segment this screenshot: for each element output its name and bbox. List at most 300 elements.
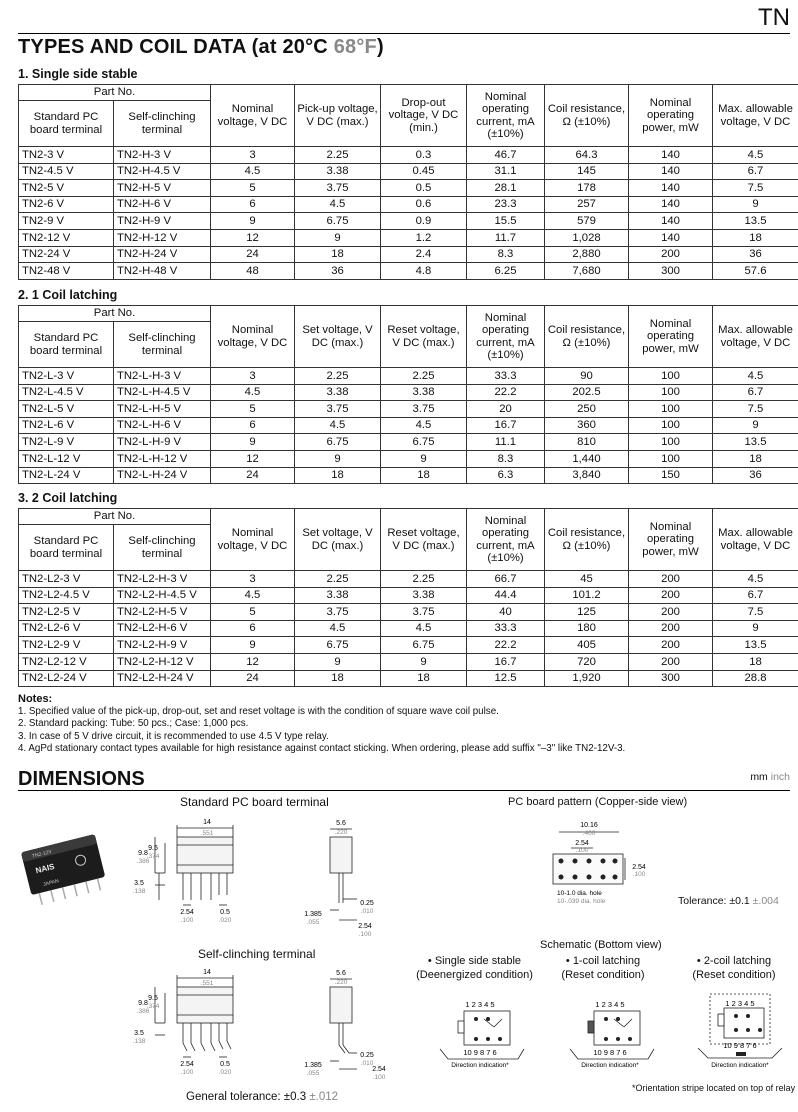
- svg-text:.138: .138: [132, 1038, 146, 1045]
- table-cell: 9: [381, 450, 467, 467]
- unit-label: mm inch: [750, 771, 790, 783]
- table-cell: 40: [467, 604, 545, 621]
- table-cell: 3: [211, 368, 295, 385]
- svg-text:9.8: 9.8: [138, 1000, 148, 1007]
- table-cell: 9: [211, 213, 295, 230]
- table-cell: 145: [545, 163, 629, 180]
- table-cell: 150: [629, 467, 713, 484]
- table-cell: 9: [713, 620, 798, 637]
- note-item: 2. Standard packing: Tube: 50 pcs.; Case: 1,000 pcs.: [18, 718, 249, 730]
- table-cell: TN2-3 V: [19, 147, 114, 164]
- table-row: [19, 653, 798, 670]
- relay-model-text: TN2-12V: [31, 849, 53, 860]
- column-header: Nominal operating power, mW: [629, 306, 713, 368]
- table-cell: 11.1: [467, 434, 545, 451]
- svg-text:5.6: 5.6: [336, 970, 346, 977]
- table-cell: 6.25: [467, 263, 545, 280]
- svg-text:2.54: 2.54: [632, 864, 646, 871]
- table-cell: 2,880: [545, 246, 629, 263]
- table-cell: 4.5: [381, 620, 467, 637]
- schematic-single-side: [430, 997, 530, 1073]
- table-cell: 11.7: [467, 229, 545, 246]
- table-cell: 22.2: [467, 637, 545, 654]
- svg-text:.020: .020: [218, 1069, 232, 1076]
- table-cell: 405: [545, 637, 629, 654]
- table-row: [19, 263, 798, 280]
- svg-text:.220: .220: [334, 829, 348, 836]
- table-cell: 4.5: [211, 384, 295, 401]
- table-cell: 3.75: [381, 604, 467, 621]
- svg-text:2.54: 2.54: [180, 909, 194, 916]
- svg-text:0.25: 0.25: [360, 900, 374, 907]
- table-cell: 1.2: [381, 229, 467, 246]
- table-cell: 24: [211, 467, 295, 484]
- schematic-type-condition: (Reset condition): [692, 969, 776, 981]
- table-cell: 9: [713, 417, 798, 434]
- column-header: Standard PC board terminal: [19, 322, 114, 368]
- table-cell: 33.3: [467, 368, 545, 385]
- table-cell: 7.5: [713, 401, 798, 418]
- table-cell: TN2-H-9 V: [114, 213, 211, 230]
- schematic-type-name: • 2-coil latching: [696, 955, 772, 967]
- table-cell: TN2-H-5 V: [114, 180, 211, 197]
- table-cell: 257: [545, 196, 629, 213]
- column-header: Reset voltage, V DC (max.): [381, 509, 467, 571]
- svg-text:1.385: 1.385: [304, 1062, 322, 1069]
- column-header: Nominal operating current, mA (±10%): [467, 306, 545, 368]
- table-cell: 5: [211, 604, 295, 621]
- dimensions-title: DIMENSIONS: [18, 768, 145, 790]
- table-cell: 140: [629, 180, 713, 197]
- svg-text:0.5: 0.5: [220, 1061, 230, 1068]
- table-cell: 5: [211, 401, 295, 418]
- column-header: Nominal operating current, mA (±10%): [467, 509, 545, 571]
- svg-text:10 9 8 7 6: 10 9 8 7 6: [723, 1041, 757, 1050]
- table-cell: 36: [713, 246, 798, 263]
- svg-text:.374: .374: [146, 1003, 160, 1010]
- table-cell: 101.2: [545, 587, 629, 604]
- table-cell: TN2-L2-3 V: [19, 571, 114, 588]
- table-cell: TN2-L-H-4.5 V: [114, 384, 211, 401]
- table-cell: 28.1: [467, 180, 545, 197]
- table-cell: 140: [629, 229, 713, 246]
- dimensions-rule: [18, 790, 790, 791]
- table-cell: 4.5: [381, 417, 467, 434]
- svg-text:.100: .100: [575, 847, 589, 854]
- table-cell: 3,840: [545, 467, 629, 484]
- svg-text:.374: .374: [146, 853, 160, 860]
- table-cell: TN2-H-3 V: [114, 147, 211, 164]
- svg-text:.100: .100: [358, 931, 372, 938]
- table-cell: 1,920: [545, 670, 629, 687]
- table-cell: 100: [629, 401, 713, 418]
- table-cell: 3.75: [295, 180, 381, 197]
- table-cell: 6.7: [713, 384, 798, 401]
- table-cell: 2.25: [381, 571, 467, 588]
- table-cell: 178: [545, 180, 629, 197]
- table-cell: 140: [629, 163, 713, 180]
- table-cell: TN2-L2-4.5 V: [19, 587, 114, 604]
- table-cell: TN2-L-H-12 V: [114, 450, 211, 467]
- table-cell: 200: [629, 620, 713, 637]
- general-tolerance: General tolerance: ±0.3 ±.012: [186, 1091, 339, 1103]
- table-cell: 16.7: [467, 653, 545, 670]
- table-cell: 46.7: [467, 147, 545, 164]
- table-cell: TN2-9 V: [19, 213, 114, 230]
- table-row: [19, 637, 798, 654]
- table-cell: 13.5: [713, 213, 798, 230]
- table-cell: TN2-H-6 V: [114, 196, 211, 213]
- table-cell: 18: [295, 246, 381, 263]
- svg-text:.055: .055: [306, 919, 320, 926]
- table-cell: 3.75: [295, 604, 381, 621]
- table-cell: 125: [545, 604, 629, 621]
- part-no-header: Part No.: [19, 85, 211, 101]
- table-cell: 3.38: [381, 587, 467, 604]
- standard-terminal-label: Standard PC board terminal: [180, 795, 329, 809]
- table-cell: 2.25: [295, 368, 381, 385]
- svg-text:1 2 3 4 5: 1 2 3 4 5: [725, 999, 755, 1008]
- table-row: [19, 604, 798, 621]
- table-cell: TN2-L2-H-4.5 V: [114, 587, 211, 604]
- table-cell: 2.4: [381, 246, 467, 263]
- table-cell: 100: [629, 417, 713, 434]
- svg-text:2.54: 2.54: [180, 1061, 194, 1068]
- svg-text:.551: .551: [200, 980, 214, 987]
- table-cell: 18: [295, 467, 381, 484]
- table-cell: 300: [629, 263, 713, 280]
- part-no-header: Part No.: [19, 509, 211, 525]
- standard-front-view: [125, 815, 255, 930]
- svg-text:2.54: 2.54: [372, 1066, 386, 1073]
- column-header: Nominal operating power, mW: [629, 509, 713, 571]
- table-cell: 4.5: [295, 417, 381, 434]
- table-cell: 6.7: [713, 587, 798, 604]
- svg-text:.100: .100: [180, 1069, 194, 1076]
- svg-text:.100: .100: [180, 917, 194, 924]
- table-cell: TN2-4.5 V: [19, 163, 114, 180]
- table-cell: 9: [295, 229, 381, 246]
- table-cell: 28.8: [713, 670, 798, 687]
- schematic-footnote: *Orientation stripe located on top of relay: [632, 1083, 796, 1093]
- svg-text:.010: .010: [360, 908, 374, 915]
- table-row: [19, 450, 798, 467]
- table-cell: 6.75: [381, 434, 467, 451]
- column-header: Set voltage, V DC (max.): [295, 509, 381, 571]
- table-cell: TN2-H-48 V: [114, 263, 211, 280]
- table-cell: 9: [211, 637, 295, 654]
- svg-text:.020: .020: [218, 917, 232, 924]
- table-cell: 9: [211, 434, 295, 451]
- column-header: Nominal voltage, V DC: [211, 509, 295, 571]
- table-cell: 250: [545, 401, 629, 418]
- pattern-tolerance: Tolerance: ±0.1 ±.004: [678, 895, 779, 907]
- table-row: [19, 401, 798, 418]
- svg-text:3.5: 3.5: [134, 880, 144, 887]
- table-cell: 44.4: [467, 587, 545, 604]
- table-cell: 8.3: [467, 246, 545, 263]
- table-cell: TN2-L2-H-3 V: [114, 571, 211, 588]
- table-cell: 7,680: [545, 263, 629, 280]
- table-cell: 6: [211, 417, 295, 434]
- coil-table-1coil: [18, 305, 798, 484]
- table-cell: 180: [545, 620, 629, 637]
- relay-origin-text: JAPAN: [42, 878, 60, 888]
- table-row: [19, 467, 798, 484]
- svg-text:.100: .100: [372, 1074, 386, 1081]
- table-cell: 3.75: [381, 401, 467, 418]
- table-cell: 12.5: [467, 670, 545, 687]
- table-cell: 100: [629, 450, 713, 467]
- relay-photo: [20, 828, 112, 908]
- table-cell: 4.5: [295, 620, 381, 637]
- table-cell: 36: [295, 263, 381, 280]
- table-cell: 18: [381, 467, 467, 484]
- table-cell: TN2-L-H-9 V: [114, 434, 211, 451]
- table-cell: 4.5: [713, 147, 798, 164]
- svg-text:9.8: 9.8: [138, 850, 148, 857]
- table-row: [19, 147, 798, 164]
- table-cell: 2.25: [295, 147, 381, 164]
- part-no-header: Part No.: [19, 306, 211, 322]
- table-cell: 6.75: [295, 213, 381, 230]
- section-heading: 3. 2 Coil latching: [18, 491, 118, 505]
- note-item: 4. AgPd stationary contact types available for high resistance against contact sticking. When ordering, please add suffix "–3" like TN2-12V-3.: [18, 742, 626, 754]
- table-cell: 9: [295, 450, 381, 467]
- table-cell: 6.7: [713, 163, 798, 180]
- table-cell: 4.5: [211, 163, 295, 180]
- table-cell: TN2-L2-H-24 V: [114, 670, 211, 687]
- schematic-type-name: • Single side stable: [427, 955, 522, 967]
- section-heading: 1. Single side stable: [18, 67, 138, 81]
- svg-text:2.54: 2.54: [358, 923, 372, 930]
- svg-text:Direction indication*: Direction indication*: [581, 1062, 639, 1069]
- schematic-1-coil-latching: [560, 997, 660, 1073]
- schematic-2-coil-latching: [690, 990, 790, 1073]
- svg-text:10 9 8 7 6: 10 9 8 7 6: [463, 1048, 497, 1057]
- table-cell: 90: [545, 368, 629, 385]
- table-cell: 23.3: [467, 196, 545, 213]
- table-cell: 4.8: [381, 263, 467, 280]
- self-clinching-side-view: [295, 965, 405, 1085]
- svg-text:0.5: 0.5: [220, 909, 230, 916]
- table-cell: 6.75: [381, 637, 467, 654]
- table-cell: 7.5: [713, 604, 798, 621]
- svg-text:14: 14: [203, 819, 211, 826]
- svg-text:1 2 3 4 5: 1 2 3 4 5: [465, 1000, 495, 1009]
- table-cell: 6.75: [295, 434, 381, 451]
- table-cell: 1,028: [545, 229, 629, 246]
- table-cell: 45: [545, 571, 629, 588]
- table-row: [19, 196, 798, 213]
- table-cell: 18: [713, 229, 798, 246]
- table-cell: TN2-H-4.5 V: [114, 163, 211, 180]
- schematic-title: Schematic (Bottom view): [540, 939, 662, 951]
- table-cell: 0.9: [381, 213, 467, 230]
- table-cell: 24: [211, 670, 295, 687]
- table-cell: 33.3: [467, 620, 545, 637]
- table-cell: 720: [545, 653, 629, 670]
- table-cell: 18: [381, 670, 467, 687]
- table-cell: 100: [629, 368, 713, 385]
- table-cell: 200: [629, 587, 713, 604]
- table-cell: 12: [211, 229, 295, 246]
- pc-board-pattern: [545, 818, 655, 910]
- table-cell: 16.7: [467, 417, 545, 434]
- table-cell: TN2-L-24 V: [19, 467, 114, 484]
- table-row: [19, 670, 798, 687]
- table-cell: 48: [211, 263, 295, 280]
- page-title: TYPES AND COIL DATA (at 20°C 68°F): [18, 36, 384, 58]
- table-cell: 4.5: [713, 368, 798, 385]
- table-cell: TN2-12 V: [19, 229, 114, 246]
- schematic-type-condition: (Reset condition): [561, 969, 645, 981]
- column-header: Max. allowable voltage, V DC: [713, 306, 798, 368]
- svg-text:5.6: 5.6: [336, 820, 346, 827]
- column-header: Nominal operating current, mA (±10%): [467, 85, 545, 147]
- svg-text:.100: .100: [632, 871, 646, 878]
- table-cell: TN2-5 V: [19, 180, 114, 197]
- table-cell: 140: [629, 196, 713, 213]
- table-cell: 3.38: [295, 163, 381, 180]
- table-cell: 3: [211, 571, 295, 588]
- self-clinching-label: Self-clinching terminal: [198, 947, 316, 961]
- column-header: Reset voltage, V DC (max.): [381, 306, 467, 368]
- table-cell: TN2-L2-6 V: [19, 620, 114, 637]
- table-cell: TN2-L-9 V: [19, 434, 114, 451]
- column-header: Self-clinching terminal: [114, 322, 211, 368]
- table-cell: 18: [713, 653, 798, 670]
- table-cell: TN2-L-H-3 V: [114, 368, 211, 385]
- table-cell: 0.3: [381, 147, 467, 164]
- table-cell: TN2-48 V: [19, 263, 114, 280]
- svg-text:9.5: 9.5: [148, 845, 158, 852]
- column-header: Coil resistance, Ω (±10%): [545, 306, 629, 368]
- column-header: Standard PC board terminal: [19, 101, 114, 147]
- svg-text:.010: .010: [360, 1060, 374, 1067]
- table-row: [19, 434, 798, 451]
- table-cell: 579: [545, 213, 629, 230]
- table-cell: 12: [211, 450, 295, 467]
- table-cell: 7.5: [713, 180, 798, 197]
- table-cell: 6: [211, 196, 295, 213]
- column-header: Standard PC board terminal: [19, 525, 114, 571]
- table-cell: 8.3: [467, 450, 545, 467]
- table-cell: 140: [629, 213, 713, 230]
- table-cell: 6.3: [467, 467, 545, 484]
- table-cell: 3.38: [295, 587, 381, 604]
- table-cell: TN2-H-12 V: [114, 229, 211, 246]
- table-cell: 2.25: [381, 368, 467, 385]
- table-cell: TN2-L2-9 V: [19, 637, 114, 654]
- table-cell: TN2-L-5 V: [19, 401, 114, 418]
- svg-text:Direction indication*: Direction indication*: [711, 1062, 769, 1069]
- table-cell: 200: [629, 604, 713, 621]
- table-cell: TN2-L2-5 V: [19, 604, 114, 621]
- table-row: [19, 246, 798, 263]
- table-cell: 9: [381, 653, 467, 670]
- table-cell: 0.45: [381, 163, 467, 180]
- table-row: [19, 213, 798, 230]
- table-cell: 3: [211, 147, 295, 164]
- table-cell: TN2-L2-H-5 V: [114, 604, 211, 621]
- table-cell: TN2-L-H-5 V: [114, 401, 211, 418]
- svg-text:3.5: 3.5: [134, 1030, 144, 1037]
- table-cell: 5: [211, 180, 295, 197]
- table-cell: 3.38: [381, 384, 467, 401]
- svg-text:10-.039 dia. hole: 10-.039 dia. hole: [557, 898, 606, 905]
- table-row: [19, 571, 798, 588]
- column-header: Max. allowable voltage, V DC: [713, 509, 798, 571]
- column-header: Self-clinching terminal: [114, 101, 211, 147]
- coil-table-2coil: [18, 508, 798, 687]
- table-cell: 4.5: [295, 196, 381, 213]
- table-cell: 202.5: [545, 384, 629, 401]
- svg-text:2.54: 2.54: [575, 840, 589, 847]
- schematic-type-condition: (Deenergized condition): [416, 969, 533, 981]
- table-cell: TN2-L2-H-9 V: [114, 637, 211, 654]
- table-row: [19, 368, 798, 385]
- table-cell: 0.6: [381, 196, 467, 213]
- table-cell: 6: [211, 620, 295, 637]
- table-cell: 100: [629, 434, 713, 451]
- column-header: Drop-out voltage, V DC (min.): [381, 85, 467, 147]
- table-cell: 18: [713, 450, 798, 467]
- table-cell: 36: [713, 467, 798, 484]
- svg-text:14: 14: [203, 969, 211, 976]
- column-header: Nominal voltage, V DC: [211, 306, 295, 368]
- svg-text:.138: .138: [132, 888, 146, 895]
- table-cell: 200: [629, 637, 713, 654]
- table-row: [19, 417, 798, 434]
- table-cell: 300: [629, 670, 713, 687]
- table-row: [19, 587, 798, 604]
- svg-text:0.25: 0.25: [360, 1052, 374, 1059]
- column-header: Coil resistance, Ω (±10%): [545, 85, 629, 147]
- table-cell: TN2-L-12 V: [19, 450, 114, 467]
- svg-text:.551: .551: [200, 830, 214, 837]
- table-row: [19, 384, 798, 401]
- table-cell: 9: [713, 196, 798, 213]
- column-header: Max. allowable voltage, V DC: [713, 85, 798, 147]
- column-header: Nominal voltage, V DC: [211, 85, 295, 147]
- table-cell: TN2-L-H-6 V: [114, 417, 211, 434]
- svg-text:9.5: 9.5: [148, 995, 158, 1002]
- table-row: [19, 163, 798, 180]
- table-row: [19, 229, 798, 246]
- table-cell: 15.5: [467, 213, 545, 230]
- column-header: Pick-up voltage, V DC (max.): [295, 85, 381, 147]
- table-cell: 3.38: [295, 384, 381, 401]
- table-cell: 3.75: [295, 401, 381, 418]
- table-cell: 140: [629, 147, 713, 164]
- svg-text:.220: .220: [334, 979, 348, 986]
- relay-brand-text: NAIS: [34, 861, 56, 876]
- table-cell: 9: [295, 653, 381, 670]
- table-cell: 57.6: [713, 263, 798, 280]
- table-cell: 6.75: [295, 637, 381, 654]
- table-cell: 200: [629, 571, 713, 588]
- svg-text:.386: .386: [136, 1008, 150, 1015]
- table-cell: 20: [467, 401, 545, 418]
- table-cell: 200: [629, 653, 713, 670]
- svg-text:Direction indication*: Direction indication*: [451, 1062, 509, 1069]
- header-rule: [18, 33, 790, 34]
- table-cell: 22.2: [467, 384, 545, 401]
- table-cell: 12: [211, 653, 295, 670]
- column-header: Nominal operating power, mW: [629, 85, 713, 147]
- note-item: 1. Specified value of the pick-up, drop-out, set and reset voltage is with the condition of square wave coil pulse.: [18, 706, 499, 718]
